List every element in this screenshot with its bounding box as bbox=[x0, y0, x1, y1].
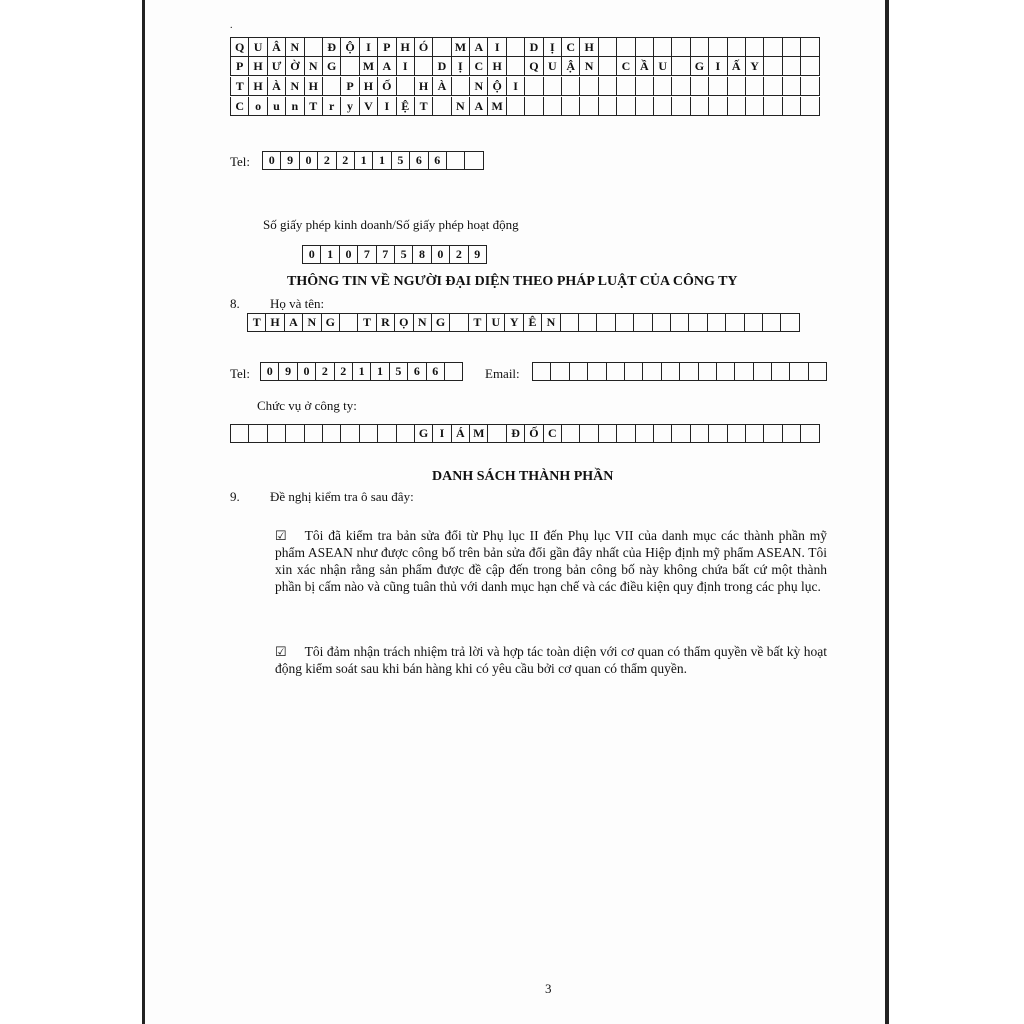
char-box bbox=[728, 77, 746, 96]
char-box bbox=[754, 362, 772, 381]
char-box: A bbox=[470, 97, 488, 116]
char-box: H bbox=[488, 57, 506, 76]
char-box bbox=[636, 38, 654, 57]
char-box bbox=[709, 77, 727, 96]
char-box bbox=[746, 97, 764, 116]
char-box bbox=[465, 151, 483, 170]
char-box: H bbox=[397, 38, 415, 57]
char-box: 0 bbox=[432, 245, 450, 264]
char-box: T bbox=[231, 77, 249, 96]
char-box bbox=[709, 424, 727, 443]
char-box bbox=[599, 38, 617, 57]
section-9-number: 9. bbox=[230, 489, 240, 504]
char-box: N bbox=[305, 57, 323, 76]
char-box: A bbox=[285, 313, 303, 332]
char-box: I bbox=[378, 97, 396, 116]
char-box: Q bbox=[231, 38, 249, 57]
char-box bbox=[783, 57, 801, 76]
char-box bbox=[452, 77, 470, 96]
char-box: Ố bbox=[378, 77, 396, 96]
char-box: Ị bbox=[544, 38, 562, 57]
char-box bbox=[286, 424, 304, 443]
email-boxes bbox=[532, 362, 827, 381]
char-box: 5 bbox=[392, 151, 410, 170]
char-box bbox=[617, 424, 635, 443]
char-box: G bbox=[415, 424, 433, 443]
checkbox-checked-icon: ☑ bbox=[275, 644, 287, 659]
char-box: 5 bbox=[390, 362, 408, 381]
char-box bbox=[340, 313, 358, 332]
page-number: 3 bbox=[545, 981, 552, 996]
char-box bbox=[680, 362, 698, 381]
char-box: n bbox=[286, 97, 304, 116]
char-box: Ậ bbox=[562, 57, 580, 76]
char-box bbox=[764, 424, 782, 443]
char-box: 9 bbox=[281, 151, 299, 170]
char-box bbox=[763, 313, 781, 332]
char-box bbox=[772, 362, 790, 381]
char-box: Ư bbox=[268, 57, 286, 76]
char-box bbox=[764, 77, 782, 96]
char-box: I bbox=[488, 38, 506, 57]
char-box bbox=[654, 38, 672, 57]
char-box bbox=[764, 97, 782, 116]
company-tel-boxes bbox=[262, 151, 484, 170]
char-box: N bbox=[286, 38, 304, 57]
char-box: 1 bbox=[355, 151, 373, 170]
char-box: r bbox=[323, 97, 341, 116]
char-box: 2 bbox=[450, 245, 468, 264]
char-box: C bbox=[562, 38, 580, 57]
char-box bbox=[672, 77, 690, 96]
char-box: A bbox=[378, 57, 396, 76]
char-box: N bbox=[580, 57, 598, 76]
char-box bbox=[654, 77, 672, 96]
char-box bbox=[790, 362, 808, 381]
ingredients-intro: Đề nghị kiểm tra ô sau đây: bbox=[270, 489, 414, 504]
declaration-2-text: Tôi đảm nhận trách nhiệm trả lời và hợp tác toàn diện với cơ quan có thẩm quyền về bất kỳ hoạt động kiểm soát sau khi bán hàng khi có yêu cầu bởi cơ quan có thẩm quyền. bbox=[275, 644, 827, 676]
char-box: Ọ bbox=[395, 313, 413, 332]
char-box: M bbox=[488, 97, 506, 116]
char-box bbox=[415, 57, 433, 76]
char-box bbox=[562, 97, 580, 116]
char-box bbox=[580, 77, 598, 96]
char-box: 6 bbox=[410, 151, 428, 170]
char-box bbox=[533, 362, 551, 381]
char-box: 7 bbox=[358, 245, 376, 264]
char-box bbox=[617, 97, 635, 116]
char-box: M bbox=[470, 424, 488, 443]
char-box: Đ bbox=[323, 38, 341, 57]
char-box: D bbox=[525, 38, 543, 57]
ingredients-heading: DANH SÁCH THÀNH PHẦN bbox=[432, 469, 614, 484]
char-box: H bbox=[305, 77, 323, 96]
char-box: y bbox=[341, 97, 359, 116]
char-box bbox=[525, 77, 543, 96]
char-box: Y bbox=[746, 57, 764, 76]
char-box bbox=[507, 57, 525, 76]
declaration-2 bbox=[275, 643, 827, 677]
char-box: H bbox=[249, 77, 267, 96]
char-box: G bbox=[432, 313, 450, 332]
char-box bbox=[781, 313, 799, 332]
char-box bbox=[691, 38, 709, 57]
char-box bbox=[801, 77, 819, 96]
char-box: G bbox=[323, 57, 341, 76]
char-box: o bbox=[249, 97, 267, 116]
char-box: R bbox=[377, 313, 395, 332]
char-box bbox=[735, 362, 753, 381]
char-box: 6 bbox=[427, 362, 445, 381]
char-box: 5 bbox=[395, 245, 413, 264]
char-box bbox=[636, 97, 654, 116]
char-box: Đ bbox=[507, 424, 525, 443]
char-box: N bbox=[414, 313, 432, 332]
char-box bbox=[671, 313, 689, 332]
name-boxes bbox=[247, 313, 800, 332]
scan-mark: . bbox=[230, 20, 233, 31]
char-box bbox=[726, 313, 744, 332]
char-box: Ộ bbox=[488, 77, 506, 96]
char-box: I bbox=[397, 57, 415, 76]
char-box: T bbox=[415, 97, 433, 116]
char-box: Ầ bbox=[636, 57, 654, 76]
char-box bbox=[570, 362, 588, 381]
char-box: V bbox=[360, 97, 378, 116]
char-box: 1 bbox=[321, 245, 339, 264]
char-box: 2 bbox=[316, 362, 334, 381]
char-box: I bbox=[360, 38, 378, 57]
char-box bbox=[625, 362, 643, 381]
char-box bbox=[691, 77, 709, 96]
char-box bbox=[544, 97, 562, 116]
char-box: Ệ bbox=[397, 97, 415, 116]
char-box bbox=[746, 38, 764, 57]
char-box: A bbox=[470, 38, 488, 57]
address-row-1 bbox=[230, 37, 820, 57]
char-box: Ê bbox=[524, 313, 542, 332]
char-box: I bbox=[433, 424, 451, 443]
char-box: N bbox=[542, 313, 560, 332]
char-box bbox=[544, 77, 562, 96]
char-box bbox=[599, 97, 617, 116]
name-label: Họ và tên: bbox=[270, 296, 325, 311]
char-box bbox=[450, 313, 468, 332]
char-box bbox=[597, 313, 615, 332]
char-box: C bbox=[231, 97, 249, 116]
representative-heading: THÔNG TIN VỀ NGƯỜI ĐẠI DIỆN THEO PHÁP LUẬT CỦA CÔNG TY bbox=[287, 274, 738, 289]
char-box: 0 bbox=[261, 362, 279, 381]
char-box bbox=[341, 57, 359, 76]
char-box bbox=[809, 362, 827, 381]
char-box: 1 bbox=[353, 362, 371, 381]
char-box bbox=[708, 313, 726, 332]
char-box bbox=[691, 97, 709, 116]
company-tel-label: Tel: bbox=[230, 154, 251, 169]
char-box: 0 bbox=[340, 245, 358, 264]
char-box bbox=[249, 424, 267, 443]
char-box bbox=[801, 97, 819, 116]
declaration-1-text: Tôi đã kiểm tra bản sửa đổi từ Phụ lục II đến Phụ lục VII của danh mục các thành phần mỹ phẩm ASEAN như được công bố trên bản sửa đổi gần đây nhất của Hiệp định mỹ phẩm ASEAN. Tôi xin xác nhận rằng sản phẩm được đề cập đến trong bản công bố này không chứa bất cứ một thành phần bị cấm nào và cũng tuân thủ với danh mục hạn chế và các điều kiện quy định trong các phụ lục. bbox=[275, 528, 827, 594]
char-box: H bbox=[249, 57, 267, 76]
char-box: 9 bbox=[469, 245, 487, 264]
char-box bbox=[341, 424, 359, 443]
char-box: G bbox=[322, 313, 340, 332]
char-box: N bbox=[303, 313, 321, 332]
license-boxes bbox=[302, 245, 487, 264]
char-box bbox=[579, 313, 597, 332]
char-box: 1 bbox=[373, 151, 391, 170]
char-box: C bbox=[617, 57, 635, 76]
char-box bbox=[433, 38, 451, 57]
char-box: I bbox=[709, 57, 727, 76]
char-box bbox=[672, 57, 690, 76]
char-box bbox=[801, 424, 819, 443]
char-box: T bbox=[469, 313, 487, 332]
char-box: 6 bbox=[429, 151, 447, 170]
char-box bbox=[801, 38, 819, 57]
char-box bbox=[801, 57, 819, 76]
char-box: D bbox=[433, 57, 451, 76]
char-box bbox=[561, 313, 579, 332]
char-box bbox=[617, 38, 635, 57]
checkbox-checked-icon: ☑ bbox=[275, 528, 287, 543]
char-box: Ó bbox=[415, 38, 433, 57]
char-box bbox=[268, 424, 286, 443]
char-box: À bbox=[433, 77, 451, 96]
char-box: 0 bbox=[263, 151, 281, 170]
char-box: 2 bbox=[337, 151, 355, 170]
char-box bbox=[433, 97, 451, 116]
char-box bbox=[617, 77, 635, 96]
char-box bbox=[709, 97, 727, 116]
char-box: Ấ bbox=[728, 57, 746, 76]
position-label: Chức vụ ở công ty: bbox=[257, 398, 357, 413]
char-box bbox=[764, 38, 782, 57]
email-label: Email: bbox=[485, 366, 520, 381]
char-box bbox=[699, 362, 717, 381]
char-box bbox=[562, 77, 580, 96]
address-row-3 bbox=[230, 77, 820, 96]
char-box bbox=[636, 77, 654, 96]
char-box bbox=[397, 424, 415, 443]
char-box bbox=[447, 151, 465, 170]
char-box: Ộ bbox=[341, 38, 359, 57]
char-box bbox=[643, 362, 661, 381]
char-box: 6 bbox=[408, 362, 426, 381]
char-box bbox=[783, 97, 801, 116]
char-box bbox=[607, 362, 625, 381]
char-box bbox=[580, 97, 598, 116]
char-box bbox=[488, 424, 506, 443]
char-box: H bbox=[266, 313, 284, 332]
char-box bbox=[745, 313, 763, 332]
char-box bbox=[323, 424, 341, 443]
char-box: T bbox=[358, 313, 376, 332]
char-box bbox=[397, 77, 415, 96]
address-row-2 bbox=[230, 57, 820, 76]
char-box: 0 bbox=[298, 362, 316, 381]
char-box bbox=[746, 424, 764, 443]
char-box: M bbox=[452, 38, 470, 57]
char-box bbox=[662, 362, 680, 381]
char-box: 1 bbox=[371, 362, 389, 381]
char-box bbox=[654, 97, 672, 116]
char-box bbox=[689, 313, 707, 332]
char-box bbox=[783, 77, 801, 96]
char-box bbox=[783, 38, 801, 57]
char-box: T bbox=[305, 97, 323, 116]
char-box bbox=[507, 38, 525, 57]
char-box: u bbox=[268, 97, 286, 116]
char-box bbox=[599, 424, 617, 443]
char-box: 0 bbox=[300, 151, 318, 170]
char-box: Â bbox=[268, 38, 286, 57]
char-box: À bbox=[268, 77, 286, 96]
char-box bbox=[616, 313, 634, 332]
rep-tel-boxes bbox=[260, 362, 463, 381]
char-box: P bbox=[341, 77, 359, 96]
char-box: U bbox=[487, 313, 505, 332]
char-box bbox=[717, 362, 735, 381]
char-box: I bbox=[507, 77, 525, 96]
char-box bbox=[653, 313, 671, 332]
char-box bbox=[231, 424, 249, 443]
char-box bbox=[580, 424, 598, 443]
char-box: 2 bbox=[335, 362, 353, 381]
char-box: Ị bbox=[452, 57, 470, 76]
char-box bbox=[636, 424, 654, 443]
char-box bbox=[599, 57, 617, 76]
char-box: U bbox=[249, 38, 267, 57]
char-box: Q bbox=[525, 57, 543, 76]
char-box: G bbox=[691, 57, 709, 76]
document-page bbox=[142, 0, 889, 1024]
char-box: H bbox=[580, 38, 598, 57]
char-box: P bbox=[231, 57, 249, 76]
char-box: U bbox=[544, 57, 562, 76]
char-box: 7 bbox=[377, 245, 395, 264]
char-box: Á bbox=[452, 424, 470, 443]
char-box bbox=[507, 97, 525, 116]
char-box bbox=[728, 97, 746, 116]
char-box bbox=[634, 313, 652, 332]
char-box bbox=[378, 424, 396, 443]
char-box bbox=[305, 38, 323, 57]
char-box: N bbox=[470, 77, 488, 96]
char-box: 9 bbox=[279, 362, 297, 381]
section-8-number: 8. bbox=[230, 296, 240, 311]
char-box bbox=[783, 424, 801, 443]
char-box bbox=[599, 77, 617, 96]
rep-tel-label: Tel: bbox=[230, 366, 251, 381]
char-box bbox=[709, 38, 727, 57]
position-boxes bbox=[230, 424, 820, 443]
char-box bbox=[445, 362, 463, 381]
char-box bbox=[672, 38, 690, 57]
char-box bbox=[551, 362, 569, 381]
char-box: Y bbox=[505, 313, 523, 332]
char-box bbox=[305, 424, 323, 443]
char-box: N bbox=[452, 97, 470, 116]
char-box bbox=[728, 38, 746, 57]
char-box bbox=[588, 362, 606, 381]
char-box: M bbox=[360, 57, 378, 76]
char-box bbox=[672, 424, 690, 443]
address-row-4 bbox=[230, 97, 820, 116]
char-box: T bbox=[248, 313, 266, 332]
declaration-1 bbox=[275, 527, 827, 595]
char-box: P bbox=[378, 38, 396, 57]
char-box: 0 bbox=[303, 245, 321, 264]
char-box: H bbox=[360, 77, 378, 96]
char-box: N bbox=[286, 77, 304, 96]
char-box bbox=[525, 97, 543, 116]
char-box bbox=[746, 77, 764, 96]
char-box bbox=[691, 424, 709, 443]
char-box bbox=[562, 424, 580, 443]
char-box: C bbox=[544, 424, 562, 443]
char-box bbox=[323, 77, 341, 96]
char-box: 8 bbox=[413, 245, 431, 264]
char-box: Ờ bbox=[286, 57, 304, 76]
char-box bbox=[672, 97, 690, 116]
char-box: H bbox=[415, 77, 433, 96]
char-box: U bbox=[654, 57, 672, 76]
char-box bbox=[764, 57, 782, 76]
char-box bbox=[654, 424, 672, 443]
char-box: Ố bbox=[525, 424, 543, 443]
char-box: 2 bbox=[318, 151, 336, 170]
license-label: Số giấy phép kinh doanh/Số giấy phép hoạt động bbox=[263, 217, 519, 232]
char-box bbox=[360, 424, 378, 443]
char-box: C bbox=[470, 57, 488, 76]
char-box bbox=[728, 424, 746, 443]
